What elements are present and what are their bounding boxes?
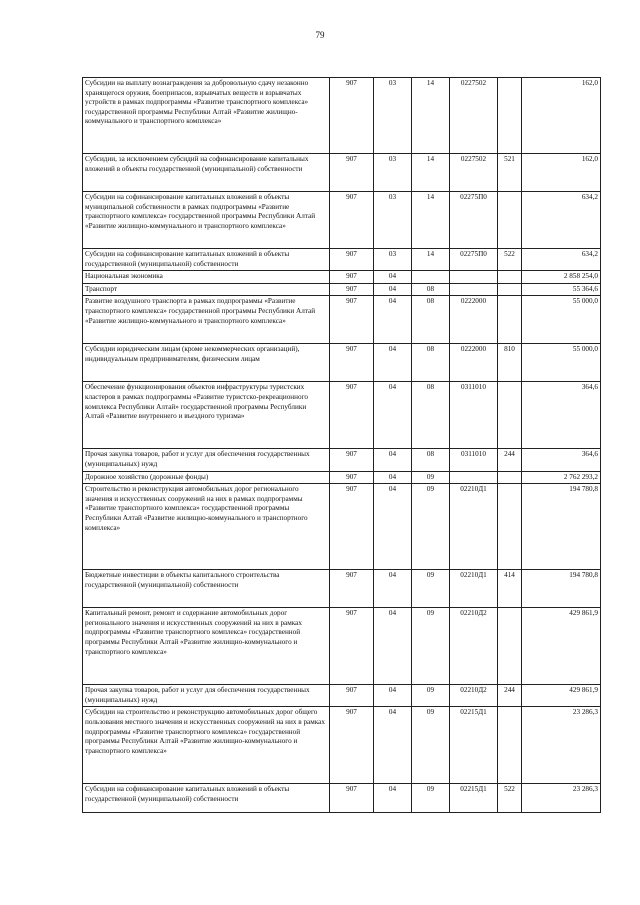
grbs-code: 907	[330, 249, 374, 271]
grbs-code: 907	[330, 78, 374, 154]
table-row	[83, 249, 601, 271]
expense-type-code	[498, 471, 522, 484]
grbs-code: 907	[330, 471, 374, 484]
subsection-code: 09	[412, 471, 450, 484]
row-name: Прочая закупка товаров, работ и услуг для обеспечения государственных (муниципальных) нужд	[83, 685, 330, 707]
table-row	[83, 296, 601, 344]
expense-type-code: 244	[498, 685, 522, 707]
row-name: Субсидии на строительство и реконструкцию автомобильных дорог общего пользования местного значения и искусственных сооружений на них в рамках подпрограммы «Развитие транспортного комплекса» государственной программы Республики Алтай «Развитие жилищно-коммунального и транспортного комплекса»	[83, 707, 330, 784]
grbs-code: 907	[330, 784, 374, 813]
grbs-code: 907	[330, 484, 374, 570]
row-name: Транспорт	[83, 283, 330, 296]
amount: 364,6	[522, 382, 601, 449]
amount: 162,0	[522, 78, 601, 154]
grbs-code: 907	[330, 685, 374, 707]
expense-type-code	[498, 707, 522, 784]
row-name: Дорожное хозяйство (дорожные фонды)	[83, 471, 330, 484]
target-article-code	[450, 471, 498, 484]
budget-table	[82, 77, 601, 813]
subsection-code: 08	[412, 344, 450, 382]
table-row	[83, 449, 601, 471]
section-code: 03	[374, 78, 412, 154]
expense-type-code	[498, 608, 522, 685]
section-code: 04	[374, 484, 412, 570]
section-code: 04	[374, 784, 412, 813]
grbs-code: 907	[330, 296, 374, 344]
table-row	[83, 382, 601, 449]
row-name: Прочая закупка товаров, работ и услуг для обеспечения государственных (муниципальных) нужд	[83, 449, 330, 471]
section-code: 04	[374, 471, 412, 484]
expense-type-code	[498, 382, 522, 449]
target-article-code: 02210Д1	[450, 570, 498, 608]
amount: 23 286,3	[522, 707, 601, 784]
expense-type-code: 414	[498, 570, 522, 608]
amount: 23 286,3	[522, 784, 601, 813]
row-name: Капитальный ремонт, ремонт и содержание автомобильных дорог регионального значения и искусственных сооружений на них в рамках подпрограммы «Развитие транспортного комплекса» государственной программы Республики Алтай «Развитие жилищно-коммунального и транспортного комплекса»	[83, 608, 330, 685]
subsection-code: 08	[412, 382, 450, 449]
amount: 55 000,0	[522, 296, 601, 344]
amount: 55 000,0	[522, 344, 601, 382]
target-article-code: 0227502	[450, 154, 498, 192]
section-code: 03	[374, 154, 412, 192]
table-row	[83, 344, 601, 382]
amount: 194 780,8	[522, 484, 601, 570]
row-name: Субсидии на софинансирование капитальных вложений в объекты государственной (муниципальной) собственности	[83, 784, 330, 813]
row-name: Субсидии на софинансирование капитальных вложений в объекты муниципальной собственности в рамках подпрограммы «Развитие транспортного комплекса» государственной программы Республики Алтай «Развитие жилищно-коммунального и транспортного комплекса»	[83, 192, 330, 249]
expense-type-code	[498, 271, 522, 284]
table-row	[83, 484, 601, 570]
section-code: 03	[374, 249, 412, 271]
expense-type-code	[498, 283, 522, 296]
grbs-code: 907	[330, 382, 374, 449]
grbs-code: 907	[330, 192, 374, 249]
subsection-code: 09	[412, 784, 450, 813]
row-name: Строительство и реконструкция автомобильных дорог регионального значения и искусственных сооружений на них в рамках подпрограммы «Развитие транспортного комплекса» государственной программы Республики Алтай «Развитие жилищно-коммунального и транспортного комплекса»	[83, 484, 330, 570]
subsection-code: 09	[412, 685, 450, 707]
target-article-code: 02215Д1	[450, 707, 498, 784]
subsection-code: 14	[412, 78, 450, 154]
amount: 429 861,9	[522, 608, 601, 685]
amount: 55 364,6	[522, 283, 601, 296]
expense-type-code: 244	[498, 449, 522, 471]
amount: 634,2	[522, 192, 601, 249]
expense-type-code: 521	[498, 154, 522, 192]
section-code: 04	[374, 271, 412, 284]
expense-type-code	[498, 484, 522, 570]
amount: 2 858 254,0	[522, 271, 601, 284]
subsection-code: 14	[412, 192, 450, 249]
grbs-code: 907	[330, 570, 374, 608]
expense-type-code	[498, 296, 522, 344]
subsection-code: 09	[412, 608, 450, 685]
expense-type-code: 810	[498, 344, 522, 382]
amount: 2 762 293,2	[522, 471, 601, 484]
amount: 634,2	[522, 249, 601, 271]
table-row	[83, 271, 601, 284]
grbs-code: 907	[330, 344, 374, 382]
table-row	[83, 154, 601, 192]
row-name: Субсидии юридическим лицам (кроме некоммерческих организаций), индивидуальным предпринимателям, физическим лицам	[83, 344, 330, 382]
table-row	[83, 192, 601, 249]
subsection-code: 08	[412, 449, 450, 471]
target-article-code: 0311010	[450, 449, 498, 471]
target-article-code: 0311010	[450, 382, 498, 449]
expense-type-code: 522	[498, 249, 522, 271]
row-name: Субсидии на выплату вознаграждения за добровольную сдачу незаконно хранящегося оружия, боеприпасов, взрывчатых веществ и взрывчатых устройств в рамках подпрограммы «Развитие транспортного комплекса» государственной программы Республики Алтай «Развитие жилищно-коммунального и транспортного комплекса»	[83, 78, 330, 154]
section-code: 04	[374, 570, 412, 608]
target-article-code: 02210Д1	[450, 484, 498, 570]
section-code: 04	[374, 685, 412, 707]
target-article-code: 02275П0	[450, 192, 498, 249]
table-row	[83, 570, 601, 608]
page-number: 79	[315, 30, 325, 40]
subsection-code: 09	[412, 484, 450, 570]
section-code: 04	[374, 707, 412, 784]
row-name: Субсидии на софинансирование капитальных вложений в объекты государственной (муниципальной) собственности	[83, 249, 330, 271]
row-name: Субсидии, за исключением субсидий на софинансирование капитальных вложений в объекты государственной (муниципальной) собственности	[83, 154, 330, 192]
row-name: Национальная экономика	[83, 271, 330, 284]
grbs-code: 907	[330, 608, 374, 685]
section-code: 04	[374, 296, 412, 344]
grbs-code: 907	[330, 271, 374, 284]
amount: 162,0	[522, 154, 601, 192]
target-article-code: 0222000	[450, 296, 498, 344]
row-name: Бюджетные инвестиции в объекты капитального строительства государственной (муниципальной) собственности	[83, 570, 330, 608]
expense-type-code	[498, 192, 522, 249]
amount: 194 780,8	[522, 570, 601, 608]
section-code: 04	[374, 283, 412, 296]
target-article-code: 0222000	[450, 344, 498, 382]
table-row	[83, 471, 601, 484]
grbs-code: 907	[330, 154, 374, 192]
target-article-code	[450, 271, 498, 284]
subsection-code: 09	[412, 707, 450, 784]
target-article-code: 0227502	[450, 78, 498, 154]
table-row	[83, 283, 601, 296]
target-article-code: 02215Д1	[450, 784, 498, 813]
target-article-code	[450, 283, 498, 296]
subsection-code: 14	[412, 154, 450, 192]
grbs-code: 907	[330, 283, 374, 296]
row-name: Обеспечение функционирования объектов инфраструктуры туристских кластеров в рамках подпрограммы «Развитие туристско-рекреационного комплекса Республики Алтай» государственной программы Республики Алтай «Развитие внутреннего и въездного туризма»	[83, 382, 330, 449]
section-code: 04	[374, 608, 412, 685]
subsection-code: 08	[412, 283, 450, 296]
section-code: 04	[374, 449, 412, 471]
table-row	[83, 608, 601, 685]
section-code: 04	[374, 344, 412, 382]
subsection-code: 08	[412, 296, 450, 344]
section-code: 04	[374, 382, 412, 449]
target-article-code: 02210Д2	[450, 685, 498, 707]
subsection-code: 09	[412, 570, 450, 608]
section-code: 03	[374, 192, 412, 249]
table-row	[83, 784, 601, 813]
subsection-code	[412, 271, 450, 284]
row-name: Развитие воздушного транспорта в рамках подпрограммы «Развитие транспортного комплекса» государственной программы Республики Алтай «Развитие жилищно-коммунального и транспортного комплекса»	[83, 296, 330, 344]
amount: 364,6	[522, 449, 601, 471]
table-row	[83, 707, 601, 784]
expense-type-code: 522	[498, 784, 522, 813]
grbs-code: 907	[330, 449, 374, 471]
table-row	[83, 685, 601, 707]
table-row	[83, 78, 601, 154]
table-body	[83, 78, 601, 813]
grbs-code: 907	[330, 707, 374, 784]
amount: 429 861,9	[522, 685, 601, 707]
expense-type-code	[498, 78, 522, 154]
target-article-code: 02275П0	[450, 249, 498, 271]
subsection-code: 14	[412, 249, 450, 271]
target-article-code: 02210Д2	[450, 608, 498, 685]
